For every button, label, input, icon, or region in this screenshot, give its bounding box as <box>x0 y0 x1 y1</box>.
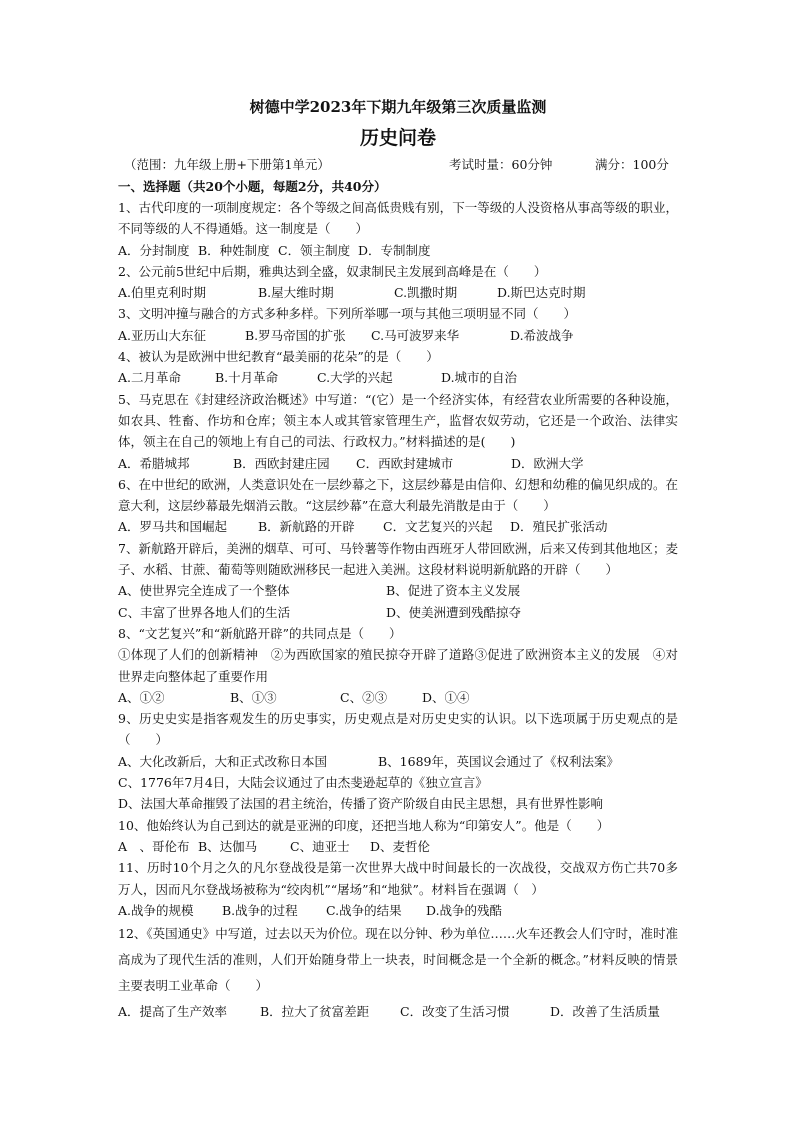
question-8-options <box>118 687 678 708</box>
question-2-options <box>118 282 678 303</box>
option: A．分封制度 <box>118 242 190 258</box>
option: C、1776年7月4日，大陆会议通过了由杰斐逊起草的《独立宣言》 <box>118 775 488 791</box>
option: C、丰富了世界各地人们的生活 <box>118 604 291 620</box>
school-title: 树德中学2023年下期九年级第三次质量监测 <box>249 98 547 116</box>
question-1-stem: 1、古代印度的一项制度规定：各个等级之间高低贵贱有别，下一等级的人没资格从事高等级的职业，不同等级的人不得通婚。这一制度是（ ） <box>118 200 678 237</box>
option: C．西欧封建城市 <box>356 455 454 471</box>
option: D、麦哲伦 <box>370 838 431 854</box>
question-2-stem: 2、公元前5世纪中后期，雅典达到全盛，奴隶制民主发展到高峰是在（ ） <box>118 263 547 279</box>
option: D、使美洲遭到残酷掠夺 <box>386 604 522 620</box>
option: A．提高了生产效率 <box>118 1004 228 1020</box>
question-3-options <box>118 325 678 346</box>
exam-scope: （范围：九年级上册+下册第1单元） <box>124 157 330 172</box>
question-7-stem: 7、新航路开辟后，美洲的烟草、可可、马铃薯等作物由西班牙人带回欧洲，后来又传到其他地区；麦子、水稻、甘蔗、葡萄等则随欧洲移民一起进入美洲。这段材料说明新航路的开辟（ ） <box>118 540 678 578</box>
option: D.斯巴达克时期 <box>497 285 586 301</box>
question-4-stem: 4、被认为是欧洲中世纪教育“最美丽的花朵”的是（ ） <box>118 349 439 365</box>
question-3-stem: 3、文明冲撞与融合的方式多种多样。下列所举哪一项与其他三项明显不同（ ） <box>118 306 576 322</box>
option: B.屋大维时期 <box>258 285 334 301</box>
question-12 <box>118 921 678 1025</box>
option: D．改善了生活质量 <box>550 1004 661 1020</box>
option: B、①③ <box>230 689 277 705</box>
option: D.城市的自治 <box>441 370 518 386</box>
option: D．专制制度 <box>358 242 431 258</box>
subject-title: 历史问卷 <box>359 127 436 149</box>
option: B．种姓制度 <box>198 242 270 258</box>
option: B．西欧封建庄园 <box>233 455 330 471</box>
option: C．文艺复兴的兴起 <box>383 519 493 535</box>
option: A．罗马共和国崛起 <box>118 519 228 535</box>
question-11-options <box>118 900 678 921</box>
option: D、法国大革命摧毁了法国的君主统治，传播了资产阶级自由民主思想，具有世界性影响 <box>118 796 604 812</box>
option: C、迪亚士 <box>290 838 350 854</box>
question-5-stem: 5、马克思在《封建经济政治概述》中写道：“(它）是一个经济实体，有经营农业所需要的各种设施，如农具、牲畜、作坊和仓库；领主本人或其管家管理生产，监督农奴劳动，它还是一个政治、法律实体，领主在自己的领地上有自己的司法、行政权力。”材料描述的是( ) <box>118 391 678 450</box>
option: B、1689年，英国议会通过了《权利法案》 <box>378 753 619 769</box>
option: B．新航路的开辟 <box>258 519 355 535</box>
option: B.十月革命 <box>215 370 279 386</box>
option: C．领主制度 <box>278 242 351 258</box>
option: A．希腊城邦 <box>118 455 190 471</box>
option: C.大学的兴起 <box>317 370 393 386</box>
option: D．欧洲大学 <box>511 455 584 471</box>
question-12-stem: 12、《英国通史》中写道，过去以天为价位。现在以分钟、秒为单位……火车还教会人们守时，准时准高成为了现代生活的准则，人们开始随身带上一块表，时间概念是一个全新的概念。”材料反映的情景主要表明工业革命（ ） <box>118 926 678 994</box>
option: C.马可波罗来华 <box>371 327 460 343</box>
question-5-options <box>118 453 678 474</box>
question-7-options-row2 <box>118 602 678 623</box>
question-6-options <box>118 516 678 537</box>
exam-page <box>118 96 678 1025</box>
option: A.亚历山大东征 <box>118 327 207 343</box>
question-4-options <box>118 367 678 388</box>
option: B.罗马帝国的扩张 <box>245 327 346 343</box>
option: D.战争的残酷 <box>426 902 503 918</box>
option: A.战争的规模 <box>118 902 194 918</box>
question-9-stem: 9、历史史实是指客观发生的历史事实，历史观点是对历史史实的认识。以下选项属于历史观点的是（ ） <box>118 711 678 748</box>
question-8-statements: ①体现了人们的创新精神 ②为西欧国家的殖民掠夺开辟了道路③促进了欧洲资本主义的发展 ④对世界走向整体起了重要作用 <box>118 647 678 684</box>
question-12-options <box>118 999 678 1025</box>
option: A、大化改新后，大和正式改称日本国 <box>118 753 328 769</box>
question-11-stem: 11、历时10个月之久的凡尔登战役是第一次世界大战中时间最长的一次战役，交战双方伤亡共70多万人，因而凡尔登战场被称为“绞肉机”“屠场”和“地狱”。材料旨在强调（ ） <box>118 860 678 897</box>
question-10-options <box>118 836 678 857</box>
question-6-stem: 6、在中世纪的欧洲，人类意识处在一层纱幕之下，这层纱幕是由信仰、幻想和幼稚的偏见织成的。在意大利，这层纱幕最先烟消云散。“这层纱幕”在意大利最先消散是由于（ ） <box>118 476 678 514</box>
question-1-options <box>118 240 678 261</box>
question-8-stem: 8、“文艺复兴”和“新航路开辟”的共同点是（ ） <box>118 625 402 641</box>
option: D．殖民扩张活动 <box>510 519 608 535</box>
option: A 、哥伦布 <box>118 838 190 854</box>
option: B.战争的过程 <box>222 902 298 918</box>
option: D.希波战争 <box>510 327 574 343</box>
exam-score: 满分：100分 <box>595 157 669 172</box>
option: C.凯撒时期 <box>394 285 458 301</box>
exam-meta <box>118 154 678 176</box>
option: A、使世界完全连成了一个整体 <box>118 583 290 599</box>
option: B、达伽马 <box>198 838 258 854</box>
option: A.二月革命 <box>118 370 182 386</box>
question-7-options-row1 <box>118 580 678 601</box>
exam-time: 考试时量：60分钟 <box>449 157 553 172</box>
option: C.战争的结果 <box>326 902 402 918</box>
option: C．改变了生活习惯 <box>400 1004 510 1020</box>
option: B．拉大了贫富差距 <box>260 1004 370 1020</box>
section-heading: 一、选择题（共20个小题，每题2分，共40分） <box>118 179 387 194</box>
option: A.伯里克利时期 <box>118 285 207 301</box>
option: A、①② <box>118 689 165 705</box>
option: C、②③ <box>340 689 388 705</box>
option: B、促进了资本主义发展 <box>386 583 521 599</box>
option: D、①④ <box>422 689 470 705</box>
question-10-stem: 10、他始终认为自己到达的就是亚洲的印度，还把当地人称为“印第安人”。他是（ ） <box>118 817 610 833</box>
question-9-options-row1 <box>118 751 678 772</box>
